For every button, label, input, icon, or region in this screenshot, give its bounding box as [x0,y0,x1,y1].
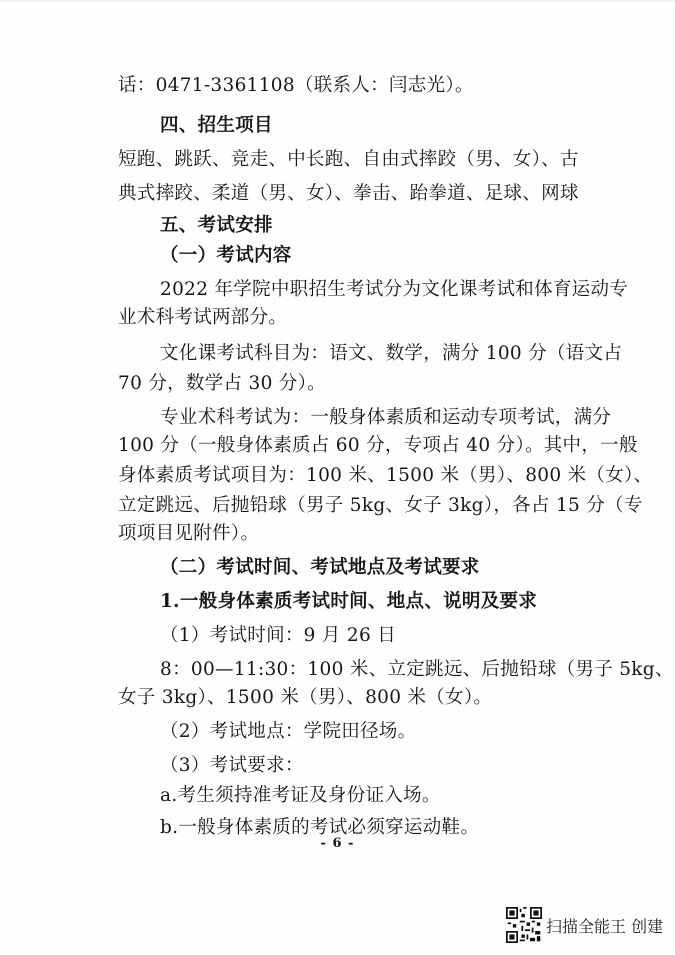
body-line: 2022 年学院中职招生考试分为文化课考试和体育运动专 [160,279,629,300]
heading-enrollment-programs: 四、招生项目 [160,115,273,136]
body-line: （1）考试时间：9 月 26 日 [160,625,397,646]
body-line: 100 分（一般身体素质占 60 分，专项占 40 分）。其中，一般 [118,435,638,456]
subheading-exam-content: （一）考试内容 [160,245,292,266]
body-line: 业术科考试两部分。 [118,307,288,328]
subheading-general-fitness: 1.一般身体素质考试时间、地点、说明及要求 [160,591,538,612]
contact-phone-line: 话：0471-3361108（联系人：闫志光）。 [118,75,474,96]
scan-edge-top [0,0,675,2]
heading-exam-arrangement: 五、考试安排 [160,215,273,236]
body-line: 文化课考试科目为：语文、数学，满分 100 分（语文占 [160,343,623,364]
body-line: 女子 3kg）、1500 米（男）、800 米（女）。 [118,687,493,708]
body-line: 典式摔跤、柔道（男、女）、拳击、跆拳道、足球、网球 [118,183,579,204]
body-line: 身体素质考试项目为：100 米、1500 米（男）、800 米（女）、 [118,465,653,486]
body-line: 立定跳远、后抛铅球（男子 5kg、女子 3kg），各占 15 分（专 [118,495,643,516]
body-line: 70 分，数学占 30 分）。 [118,373,326,394]
body-line: （2）考试地点：学院田径场。 [160,721,417,742]
body-line: 项项目见附件）。 [118,523,260,544]
body-line: b.一般身体素质的考试必须穿运动鞋。 [160,817,480,838]
body-line: 短跑、跳跃、竞走、中长跑、自由式摔跤（男、女）、古 [118,149,579,170]
body-line: （3）考试要求： [160,755,304,776]
body-line: a.考生须持准考证及身份证入场。 [160,785,441,806]
subheading-exam-time-location: （二）考试时间、考试地点及考试要求 [160,557,480,578]
body-line: 专业术科考试为：一般身体素质和运动专项考试，满分 [160,407,612,428]
scanner-brand-text: 扫描全能王 创建 [546,917,664,936]
qr-code-icon [506,907,542,943]
body-line: 8：00—11:30：100 米、立定跳远、后抛铅球（男子 5kg、 [160,659,674,680]
scanner-watermark [506,907,664,947]
page-number: - 6 - [320,836,355,851]
